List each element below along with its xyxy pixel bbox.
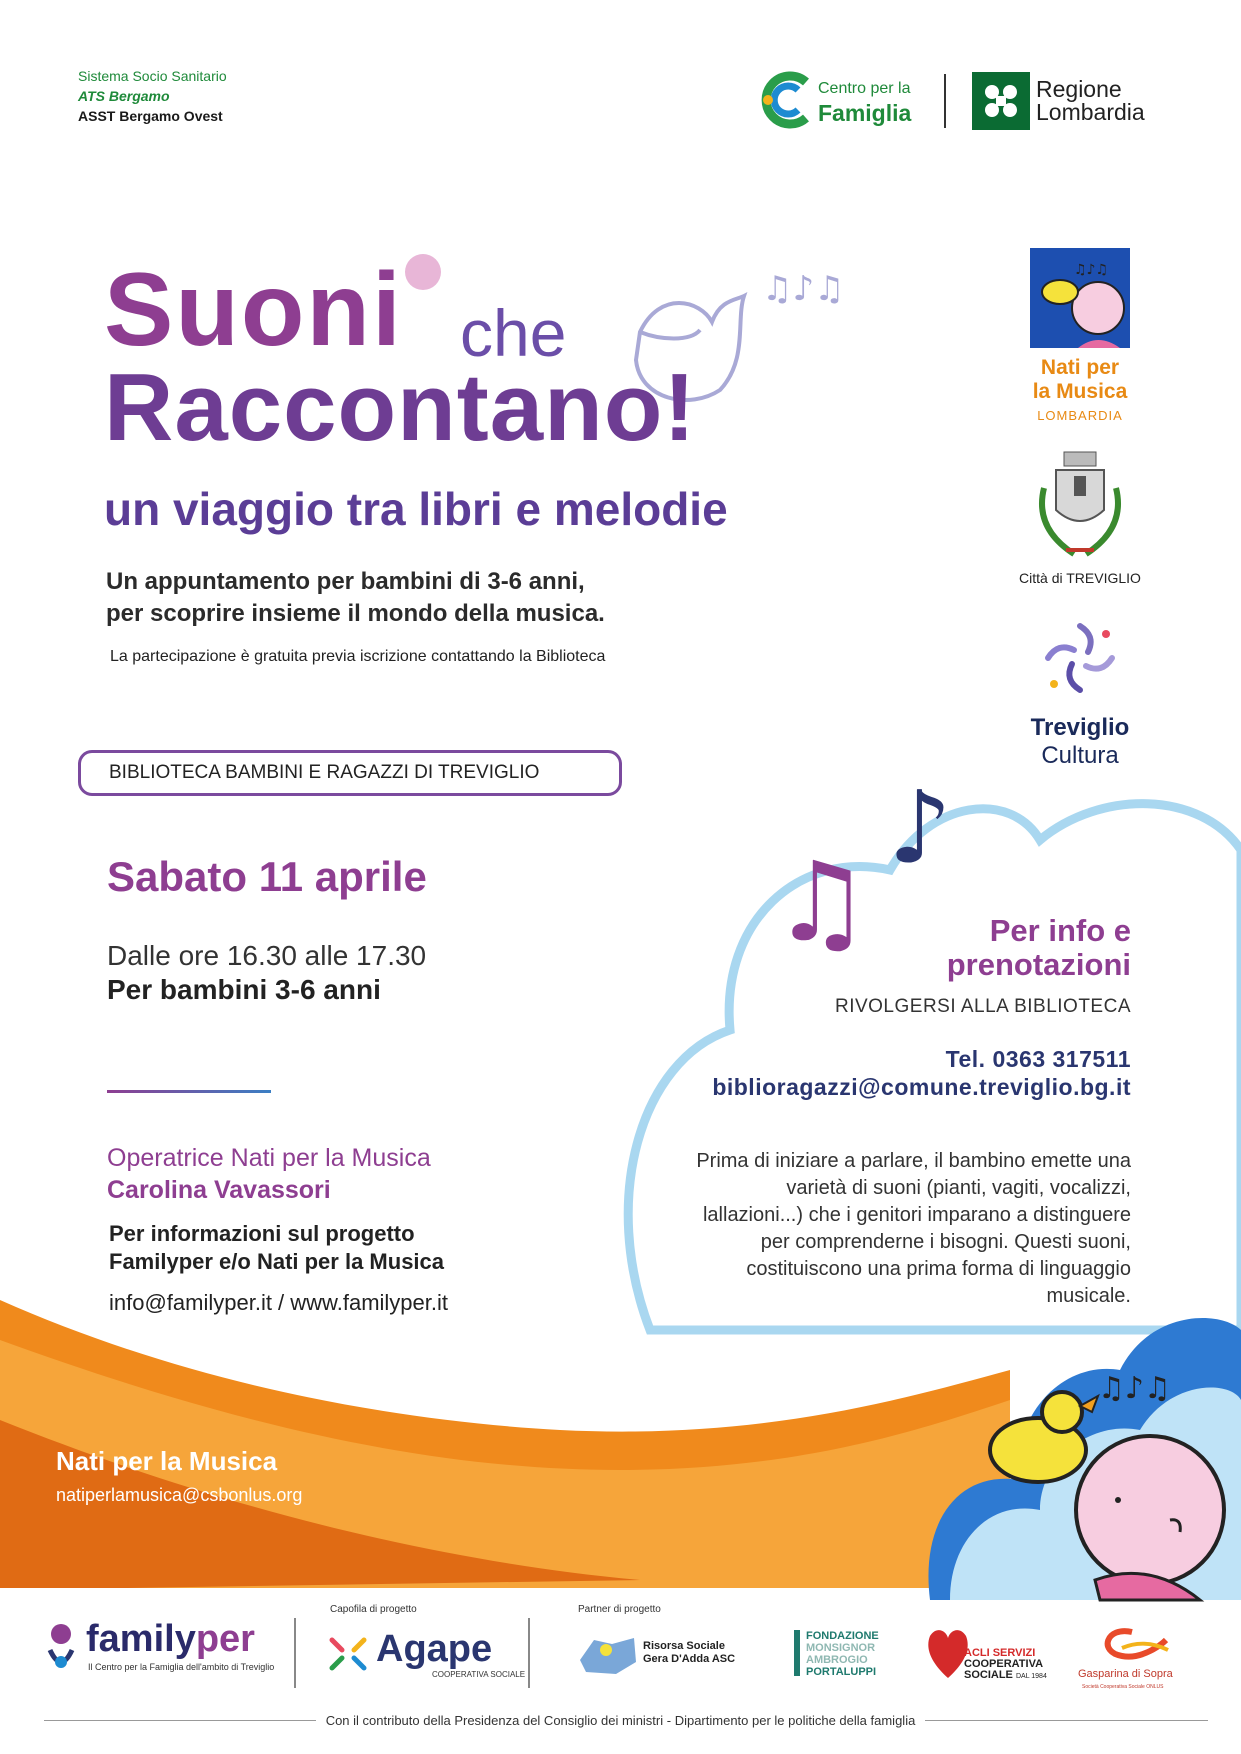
fond-line-2: MONSIGNOR [806, 1642, 876, 1654]
navy-note-icon: ♪ [888, 769, 952, 886]
title-dot [405, 254, 441, 290]
acli-logo [964, 1648, 1047, 1682]
acli-line-3 [964, 1670, 1047, 1682]
event-date: Sabato 11 aprile [107, 853, 427, 900]
footer-credit-wrap [0, 1713, 1241, 1728]
fond-line-3: AMBROGIO [806, 1654, 868, 1666]
npm-line-1: Nati per [1040, 356, 1120, 379]
culture-line-1: Treviglio [1030, 714, 1130, 741]
npm-line-2: la Musica [1032, 380, 1128, 403]
agape-subtitle: COOPERATIVA SOCIALE [432, 1670, 526, 1679]
event-time: Dalle ore 16.30 alle 17.30 [107, 940, 427, 971]
ats-line-1: Sistema Socio Sanitario [78, 68, 227, 84]
purple-note-icon: ♫ [772, 838, 871, 966]
venue-badge: BIBLIOTECA BAMBINI E RAGAZZI DI TREVIGLIO [78, 750, 622, 796]
info-paragraph: Prima di iniziare a parlare, il bambino emette una varietà di suoni (pianti, vagiti, vocalizzi, lallazioni...) che i genitori imparano a distinguere per comprenderne i bisogni. Questi suoni, costituiscono una prima forma di linguaggio musicale. [696, 1150, 1131, 1307]
participation-note: La partecipazione è gratuita previa iscrizione contattando la Biblioteca [110, 648, 606, 665]
title-che: che [460, 296, 567, 370]
cpf-line-1: Centro per la [818, 80, 911, 97]
operator-role: Operatrice Nati per la Musica [107, 1144, 431, 1172]
familyper-tagline: Il Centro per la Famiglia dell'ambito di Treviglio [88, 1662, 275, 1672]
wave-title: Nati per la Musica [56, 1446, 278, 1476]
intro-text [106, 566, 605, 630]
footer-divider-1 [294, 1618, 296, 1688]
acli-line-2: COOPERATIVA [964, 1658, 1044, 1670]
acli-line-3-text: SOCIALE [964, 1669, 1013, 1681]
svg-text:♫♪♫: ♫♪♫ [1074, 262, 1109, 278]
gasparina-icon [1092, 1622, 1172, 1668]
risorsa-line-2: Gera D'Adda ASC [643, 1653, 736, 1665]
project-links[interactable]: info@familyper.it / www.familyper.it [109, 1290, 448, 1315]
event-age: Per bambini 3-6 anni [107, 974, 381, 1005]
fondazione-logo [806, 1630, 879, 1678]
regione-lombardia-icon [972, 72, 1030, 130]
project-line-1: Per informazioni sul progetto [109, 1221, 415, 1246]
risorsa-sociale-icon [576, 1630, 640, 1676]
wave-email[interactable]: natiperlamusica@csbonlus.org [56, 1485, 303, 1505]
ats-line-2: ATS Bergamo [78, 88, 170, 104]
intro-line-1: Un appuntamento per bambini di 3-6 anni, [106, 568, 585, 595]
regione-lombardia-logo [1036, 78, 1145, 124]
info-phone[interactable]: Tel. 0363 317511 [945, 1046, 1131, 1072]
operator-name: Carolina Vavassori [107, 1176, 331, 1204]
title-raccontano: Raccontano! [104, 354, 697, 461]
treviglio-cultura-icon [1040, 618, 1120, 698]
gasparina-logo: Gasparina di Sopra [1078, 1668, 1173, 1680]
fondazione-mark [794, 1630, 800, 1676]
familyper-b: per [195, 1618, 255, 1660]
fond-line-1: FONDAZIONE [806, 1630, 879, 1642]
cpf-line-2: Famiglia [818, 100, 912, 126]
familyper-icon [44, 1622, 78, 1674]
info-title-line-1: Per info e [989, 913, 1131, 948]
info-email[interactable]: biblioragazzi@comune.treviglio.bg.it [712, 1074, 1131, 1100]
intro-line-2: per scoprire insieme il mondo della musica. [106, 600, 605, 627]
npm-region: LOMBARDIA [1037, 408, 1123, 423]
info-subtitle: RIVOLGERSI ALLA BIBLIOTECA [834, 996, 1131, 1017]
familyper-a: family [86, 1618, 196, 1660]
footer-divider-2 [528, 1618, 530, 1688]
svg-text:♫♪♫: ♫♪♫ [762, 269, 845, 309]
risorsa-sociale-logo [643, 1640, 735, 1666]
baby-face [1076, 1436, 1224, 1584]
header-divider [944, 74, 946, 128]
nati-per-la-musica-icon [1030, 248, 1130, 348]
section-divider [107, 1090, 271, 1093]
acli-line-1: ACLI SERVIZI [964, 1647, 1036, 1659]
acli-year: DAL 1984 [1015, 1673, 1047, 1680]
title-subtitle: un viaggio tra libri e melodie [104, 483, 728, 535]
project-line-2: Familyper e/o Nati per la Musica [109, 1249, 445, 1274]
npm-logo-text [1000, 356, 1160, 404]
region-line-1: Regione [1036, 76, 1122, 102]
info-title-line-2: prenotazioni [946, 947, 1131, 982]
risorsa-line-1: Risorsa Sociale [643, 1640, 725, 1652]
centro-famiglia-logo [758, 68, 928, 138]
lead-label: Capofila di progetto [330, 1604, 417, 1615]
partner-label: Partner di progetto [578, 1604, 661, 1615]
title-suoni: Suoni [104, 252, 403, 368]
footer-credit: Con il contributo della Presidenza del Consiglio dei ministri - Dipartimento per le politiche della famiglia [316, 1713, 926, 1728]
gasparina-subtitle: Società Cooperativa Sociale ONLUS [1082, 1684, 1164, 1690]
city-name: Città di TREVIGLIO [1019, 570, 1141, 586]
centro-famiglia-icon [758, 68, 814, 132]
culture-line-2: Cultura [1041, 742, 1119, 769]
fond-line-4: PORTALUPPI [806, 1666, 877, 1678]
treviglio-crest-icon [1030, 448, 1130, 568]
agape-logo: Agape [376, 1628, 493, 1670]
ats-bergamo-logo [78, 66, 227, 126]
svg-text:♫♪♫: ♫♪♫ [1098, 1371, 1171, 1406]
project-info [109, 1220, 444, 1276]
agape-icon [326, 1634, 370, 1674]
region-line-2: Lombardia [1036, 99, 1145, 125]
familyper-logo [86, 1618, 255, 1661]
info-title [947, 914, 1131, 982]
ats-line-3: ASST Bergamo Ovest [78, 108, 223, 124]
